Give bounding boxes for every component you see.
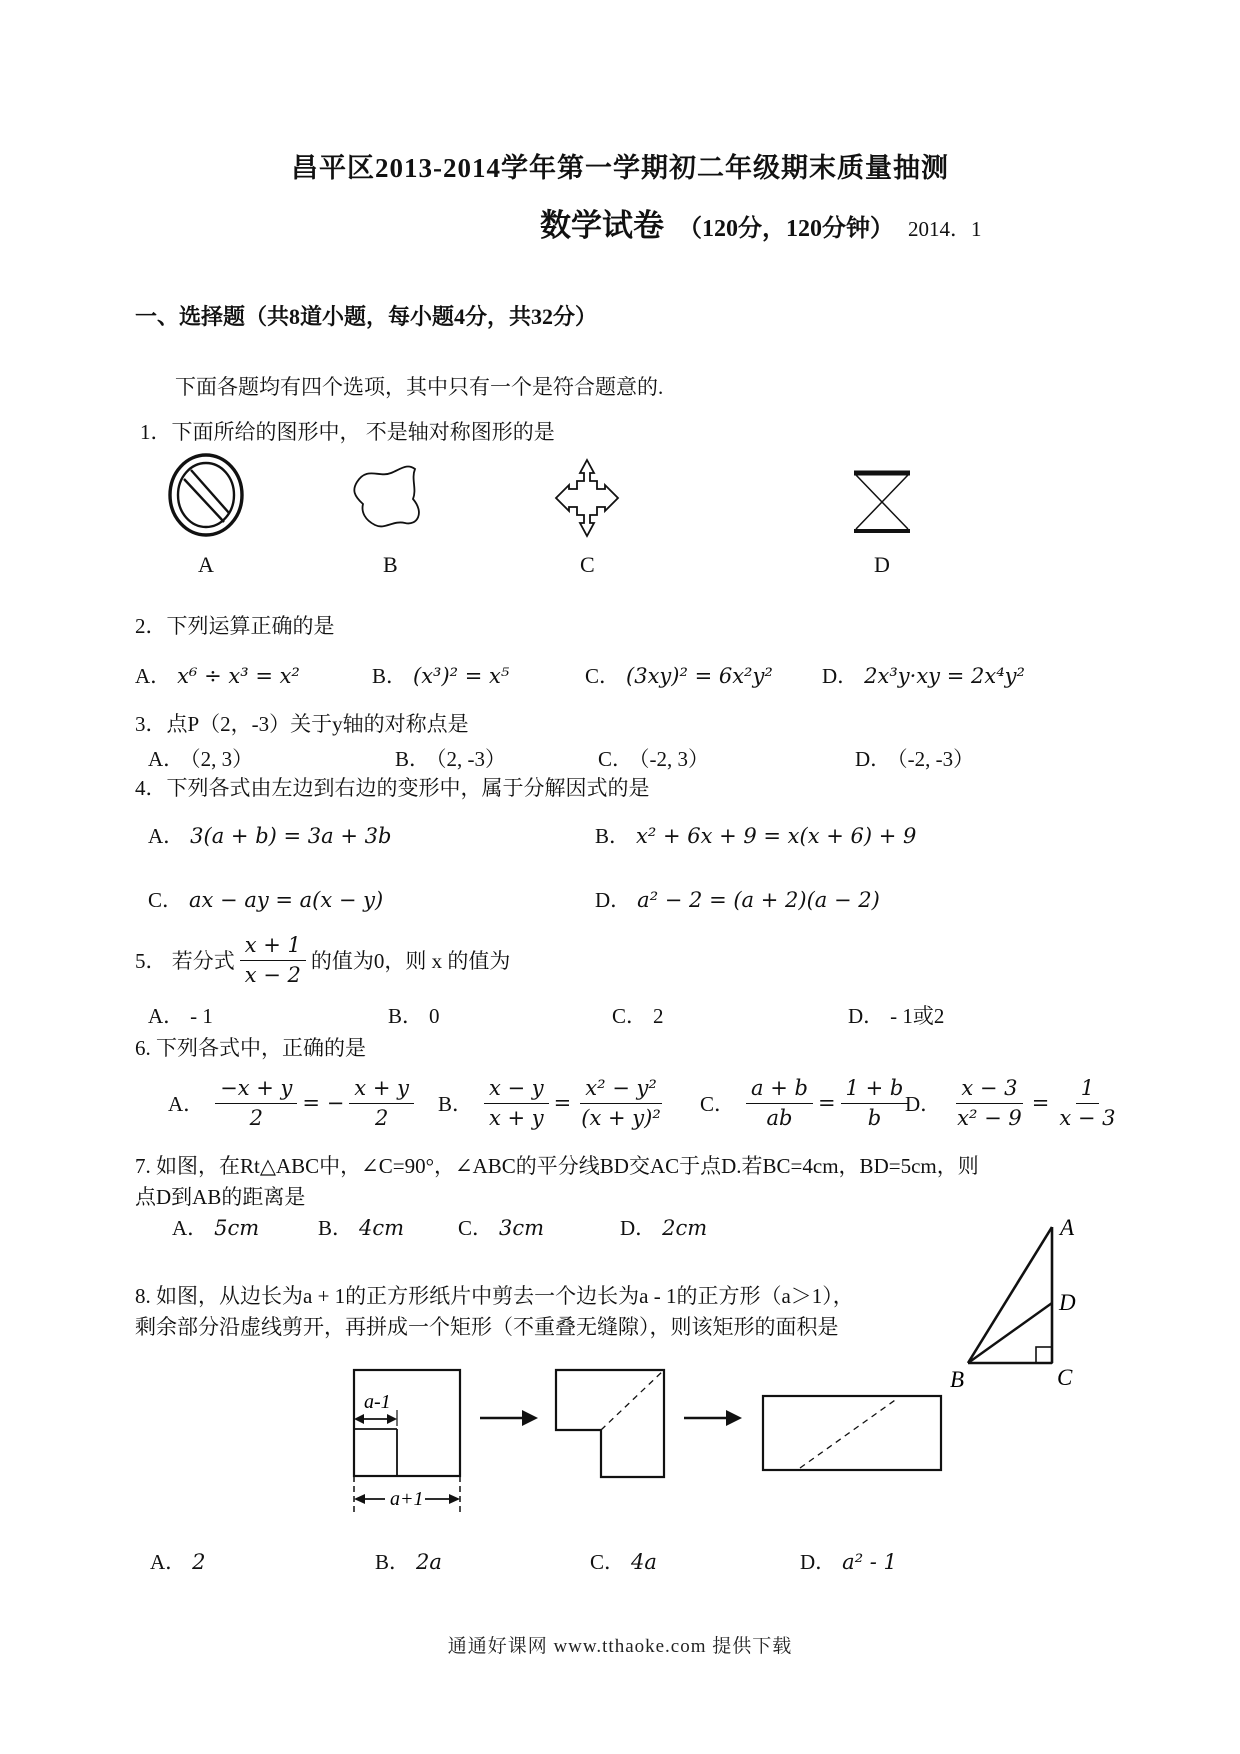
stepped-cross-arrows-figure <box>545 448 629 548</box>
question-5-text: 5． 若分式 $\frac{x + 1}{x - 2}$ 的值为0，则 x 的值为 <box>135 933 511 987</box>
q4-option-b: B． x² + 6x + 9 = x(x + 6) + 9 <box>595 824 917 848</box>
triangle-vertex-c: C <box>1057 1365 1073 1390</box>
dimension-label-small: a-1 <box>364 1391 391 1413</box>
hourglass-triangles-figure <box>850 468 914 536</box>
q2-option-d: D． 2x³y·xy = 2x⁴y² <box>822 664 1025 688</box>
q5-fraction: $\frac{x + 1}{x - 2}$ <box>240 933 306 986</box>
q5-option-a: A． - 1 <box>148 1004 213 1028</box>
triangle-vertex-b: B <box>950 1367 965 1392</box>
q5-option-b: B． 0 <box>388 1004 440 1028</box>
q3-option-d: D． （-2, -3） <box>855 747 975 771</box>
figure-label-b: B <box>383 552 398 577</box>
q7-option-a: A． 5cm <box>172 1216 260 1240</box>
q8-option-c: C． 4a <box>590 1550 657 1574</box>
q8-option-d: D． a² - 1 <box>800 1550 897 1574</box>
subtitle-score-time: （120分，120分钟） <box>678 216 894 242</box>
q2-option-c: C． (3xy)² = 6x²y² <box>585 664 773 688</box>
dimension-label-big: a+1 <box>390 1488 424 1510</box>
q6-option-b: B． $\frac{x - y}{x + y}$ = $\frac{\text{x² − y²}}{\text{(x + y)²}}$ <box>438 1076 661 1130</box>
triangle-vertex-a: A <box>1060 1215 1075 1240</box>
figure-label-c: C <box>580 552 595 577</box>
q4-option-d: D． a² − 2 = (a + 2)(a − 2) <box>595 888 880 912</box>
question-7-line2: 点D到AB的距离是 <box>135 1185 306 1209</box>
triangle-vertex-d: D <box>1059 1290 1076 1315</box>
waving-flag-figure <box>345 460 437 538</box>
question-4-text: 4．下列各式由左边到右边的变形中，属于分解因式的是 <box>135 776 650 800</box>
question-8-line1: 8. 如图，从边长为a + 1的正方形纸片中剪去一个边长为a - 1的正方形（a＞1）， <box>135 1284 854 1308</box>
q3-option-c: C． （-2, 3） <box>598 747 710 771</box>
q2-option-b: B． (x³)² = x⁵ <box>372 664 510 688</box>
q6-option-c: C． $\frac{a + b}{ab}$ = $\frac{1 + b}{b}$ <box>700 1062 913 1144</box>
section-1-intro: 下面各题均有四个选项，其中只有一个是符合题意的. <box>175 375 664 399</box>
q4-option-a: A． 3(a + b) = 3a + 3b <box>148 824 392 848</box>
square-cut-rearrange-figure <box>338 1356 953 1536</box>
q5-option-c: C． 2 <box>612 1004 664 1028</box>
question-1-text: 1．下面所给的图形中， 不是轴对称图形的是 <box>140 420 555 444</box>
q5-option-d: D． - 1或2 <box>848 1004 945 1028</box>
q3-option-a: A． （2, 3） <box>148 747 254 771</box>
q2-option-a: A． x⁶ ÷ x³ = x² <box>135 664 300 688</box>
q6-option-a: A． $\frac{-x + y}{2}$ = − $\frac{x + y}{2}$ <box>168 1062 419 1144</box>
footer-download-note: 通通好课网 www.tthaoke.com 提供下载 <box>447 1636 793 1657</box>
page-title: 昌平区2013-2014学年第一学期初二年级期末质量抽测 <box>291 153 949 183</box>
question-3-text: 3．点P（2，-3）关于y轴的对称点是 <box>135 712 469 736</box>
q8-option-a: A． 2 <box>150 1550 206 1574</box>
q3-option-b: B． （2, -3） <box>395 747 507 771</box>
q4-option-c: C． ax − ay = a(x − y) <box>148 888 384 912</box>
question-8-line2: 剩余部分沿虚线剪开，再拼成一个矩形（不重叠无缝隙），则该矩形的面积是 <box>135 1315 839 1339</box>
figure-label-d: D <box>874 552 890 577</box>
q6-option-d: D． $\frac{x - 3}{\text{x² − 9}}$ = $\frac{1}{x - 3}$ <box>905 1076 1116 1130</box>
subtitle-date: 2014．1 <box>908 217 982 241</box>
subtitle-subject: 数学试卷 <box>540 208 664 243</box>
q7-option-c: C． 3cm <box>458 1216 545 1240</box>
q7-option-b: B． 4cm <box>318 1216 405 1240</box>
figure-label-a: A <box>198 552 214 577</box>
question-7-line1: 7. 如图，在Rt△ABC中，∠C=90°，∠ABC的平分线BD交AC于点D.若BC=4cm，BD=5cm，则 <box>135 1154 979 1178</box>
q7-option-d: D． 2cm <box>620 1216 708 1240</box>
paper-subtitle <box>540 200 982 245</box>
right-triangle-figure <box>930 1205 1100 1405</box>
no-entry-sign-figure <box>166 452 246 538</box>
question-2-text: 2．下列运算正确的是 <box>135 614 335 638</box>
q8-option-b: B． 2a <box>375 1550 442 1574</box>
section-1-heading: 一、选择题（共8道小题，每小题4分，共32分） <box>135 304 598 329</box>
question-6-text: 6. 下列各式中，正确的是 <box>135 1036 366 1060</box>
